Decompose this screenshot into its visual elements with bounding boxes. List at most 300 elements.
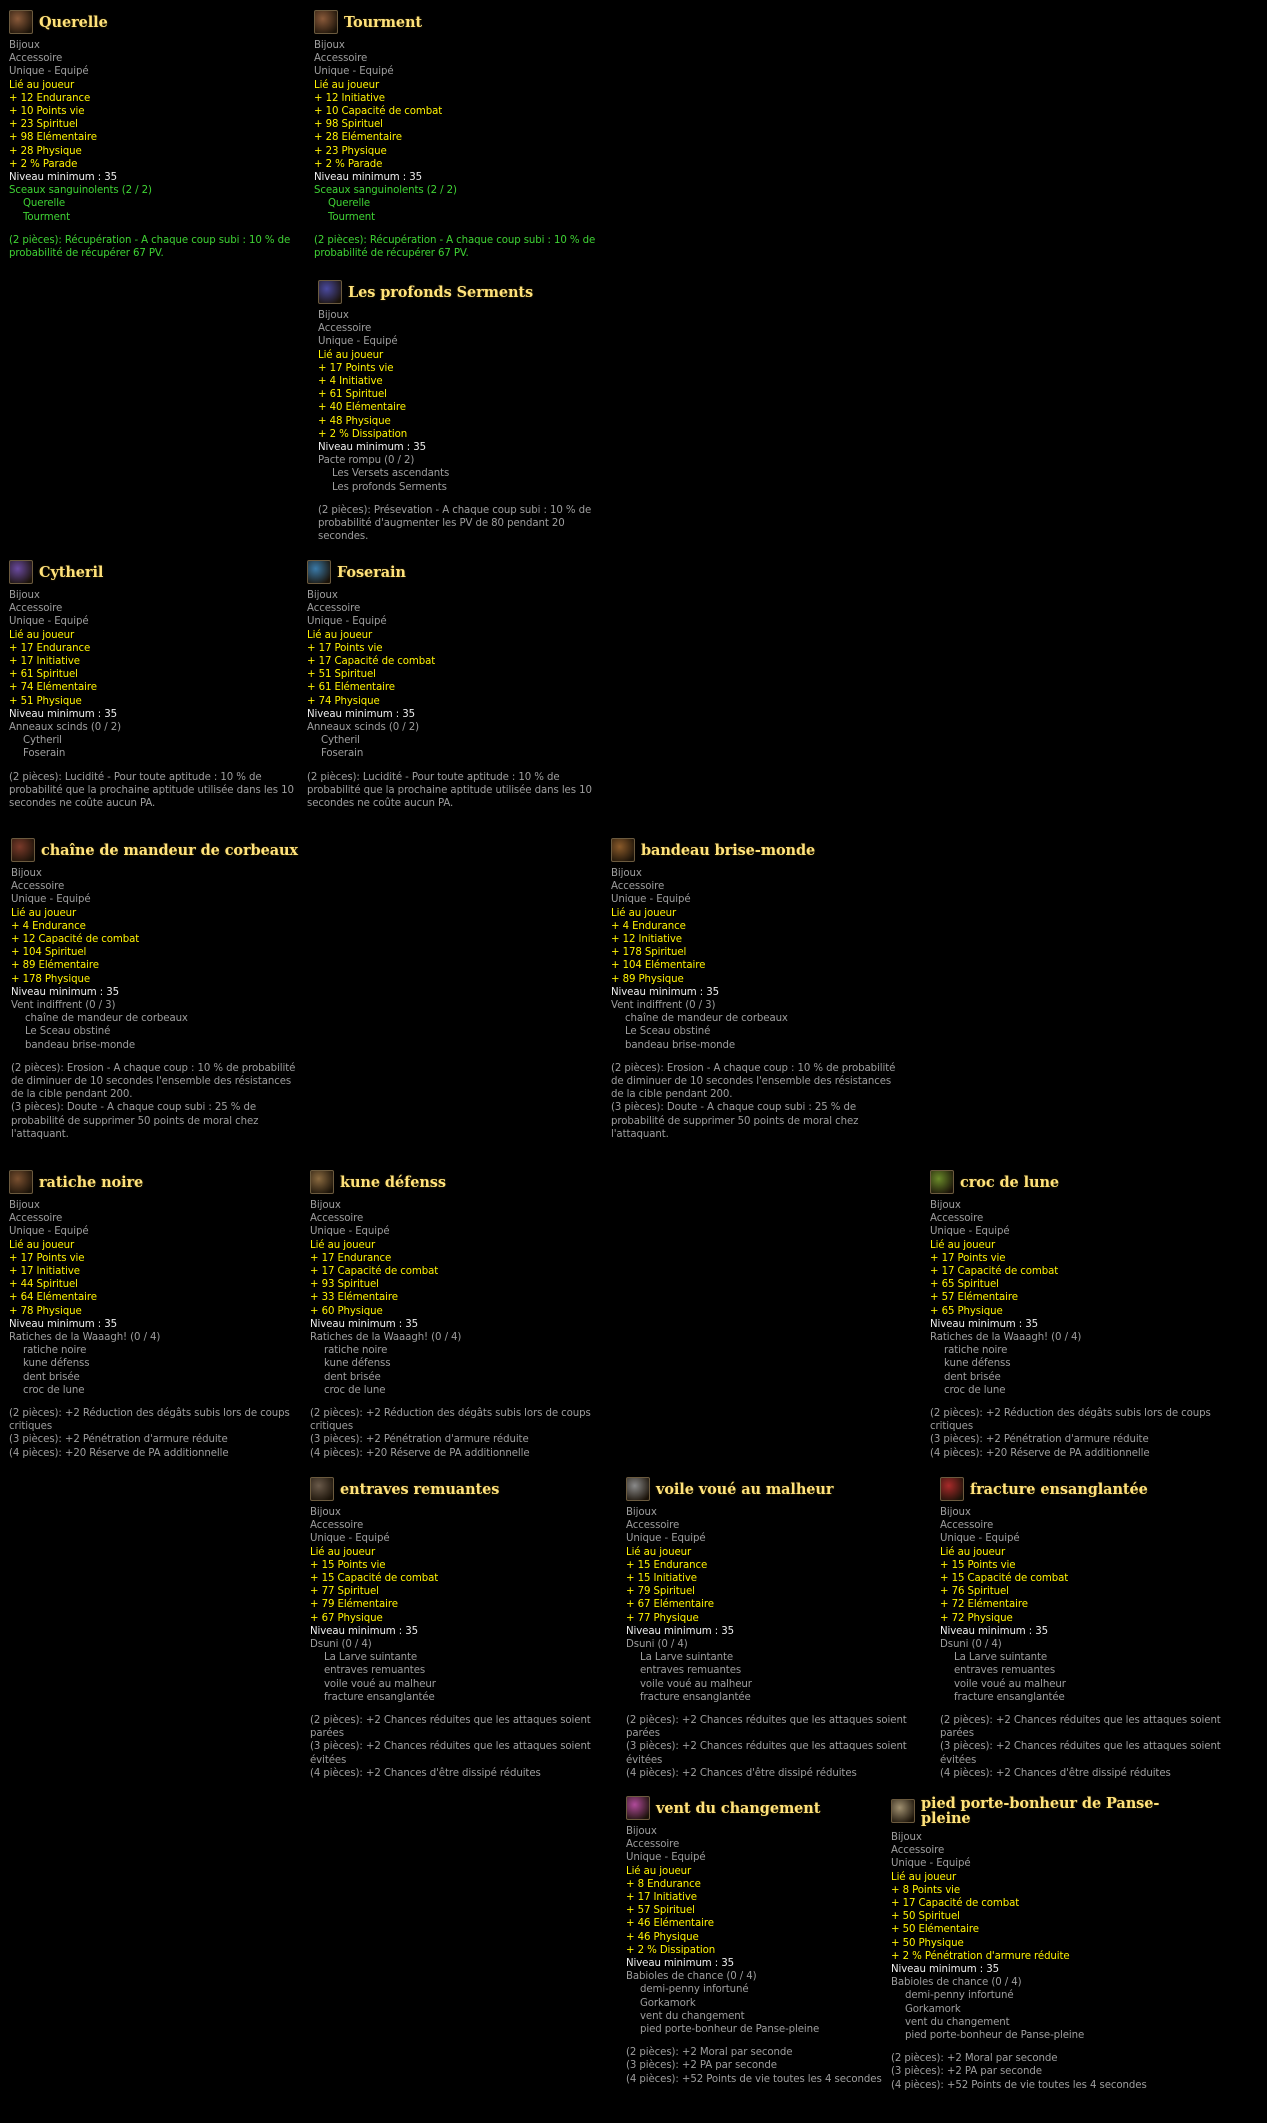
set-name: Anneaux scinds (0 / 2): [307, 722, 419, 734]
set-item: entraves remuantes: [324, 1665, 426, 1677]
item-tooltip: [11, 838, 301, 1141]
stat-line: + 12 Initiative: [611, 934, 682, 946]
item-name: Tourment: [344, 13, 422, 31]
set-name: Anneaux scinds (0 / 2): [9, 722, 121, 734]
min-level: Niveau minimum : 35: [930, 1318, 1039, 1330]
stat-line: + 17 Capacité de combat: [307, 656, 436, 668]
stat-line: + 50 Physique: [891, 1937, 964, 1949]
item-slot: Accessoire: [611, 881, 665, 893]
min-level: Niveau minimum : 35: [310, 1318, 419, 1330]
stat-line: + 74 Physique: [307, 695, 380, 707]
item-unique: Unique - Equipé: [611, 894, 691, 906]
min-level: Niveau minimum : 35: [11, 986, 120, 998]
set-name: Sceaux sanguinolents (2 / 2): [314, 185, 457, 197]
item-bind: Lié au joueur: [310, 1546, 376, 1558]
item-type: Bijoux: [310, 1200, 341, 1211]
tusk-icon[interactable]: [310, 1170, 334, 1194]
set-bonus: (3 pièces): Doute - A chaque coup subi : 25 % de probabilité de supprimer 50 points de moral chez l'attaquant.: [11, 1102, 259, 1140]
set-item: kune défenss: [23, 1358, 90, 1370]
item-bind: Lié au joueur: [626, 1865, 692, 1877]
item-unique: Unique - Equipé: [891, 1858, 971, 1870]
spacer: [9, 224, 299, 234]
stat-line: + 61 Spirituel: [318, 389, 387, 401]
set-bonus: (3 pièces): +2 PA par seconde: [891, 2066, 1042, 2078]
set-item: demi-penny infortuné: [905, 1990, 1014, 2002]
stat-line: + 4 Endurance: [11, 920, 86, 932]
item-unique: Unique - Equipé: [626, 1533, 706, 1545]
stat-line: + 72 Elémentaire: [940, 1599, 1028, 1611]
stat-line: + 77 Spirituel: [310, 1586, 379, 1598]
tooltip-header: [310, 1170, 600, 1194]
set-bonus: (4 pièces): +52 Points de vie toutes les 4 secondes: [626, 2073, 882, 2085]
set-bonus: (4 pièces): +2 Chances d'être dissipé réduites: [626, 1767, 857, 1779]
spacer: [307, 761, 597, 771]
set-item: fracture ensanglantée: [640, 1691, 751, 1703]
set-bonus: (4 pièces): +20 Réserve de PA additionnelle: [9, 1447, 229, 1459]
tooltip-header: [9, 560, 299, 584]
tooltip-header: [891, 1796, 1181, 1826]
set-item: voile voué au malheur: [640, 1678, 752, 1690]
set-item: La Larve suintante: [324, 1652, 418, 1664]
item-type: Bijoux: [9, 40, 40, 51]
spacer: [11, 1052, 301, 1062]
chain-icon[interactable]: [11, 838, 35, 862]
stat-line: + 178 Spirituel: [611, 947, 687, 959]
item-type: Bijoux: [9, 1200, 40, 1211]
stat-line: + 50 Elémentaire: [891, 1924, 979, 1936]
item-slot: Accessoire: [318, 323, 372, 335]
item-slot: Accessoire: [9, 603, 63, 615]
item-slot: Accessoire: [940, 1520, 994, 1532]
item-slot: Accessoire: [9, 1213, 63, 1225]
item-type: Bijoux: [930, 1200, 961, 1211]
set-item: vent du changement: [640, 2010, 745, 2022]
tooltip-header: [310, 1477, 600, 1501]
item-name: ratiche noire: [39, 1173, 144, 1191]
stat-line: + 15 Points vie: [310, 1559, 386, 1571]
spacer: [310, 1397, 600, 1407]
min-level: Niveau minimum : 35: [314, 172, 423, 184]
set-bonus: (2 pièces): Lucidité - Pour toute aptitude : 10 % de probabilité que la prochaine aptitude utilisée dans les 10 secondes ne coûte aucun PA.: [307, 771, 592, 810]
stat-line: + 44 Spirituel: [9, 1279, 78, 1291]
set-name: Ratiches de la Waaagh! (0 / 4): [9, 1332, 161, 1344]
min-level: Niveau minimum : 35: [626, 1958, 735, 1970]
item-unique: Unique - Equipé: [930, 1226, 1010, 1238]
talisman-icon[interactable]: [307, 560, 331, 584]
item-type: Bijoux: [626, 1826, 657, 1837]
item-tooltip: [626, 1477, 916, 1780]
stat-line: + 98 Spirituel: [314, 119, 383, 131]
item-bind: Lié au joueur: [11, 907, 77, 919]
item-slot: Accessoire: [307, 603, 361, 615]
rabbit-foot-icon[interactable]: [891, 1799, 915, 1823]
stat-line: + 77 Physique: [626, 1612, 699, 1624]
set-item: Les Versets ascendants: [332, 468, 450, 480]
item-name: Cytheril: [39, 563, 104, 581]
stat-line: + 17 Endurance: [310, 1252, 392, 1264]
stat-line: + 78 Physique: [9, 1305, 82, 1317]
item-type: Bijoux: [11, 868, 42, 879]
item-bind: Lié au joueur: [314, 79, 380, 91]
amulet-icon[interactable]: [9, 560, 33, 584]
set-item: bandeau brise-monde: [25, 1039, 136, 1051]
min-level: Niveau minimum : 35: [611, 986, 720, 998]
stat-line: + 76 Spirituel: [940, 1586, 1009, 1598]
set-item: dent brisée: [944, 1371, 1001, 1383]
set-item: Foserain: [23, 748, 66, 760]
veil-icon[interactable]: [626, 1477, 650, 1501]
item-type: Bijoux: [611, 868, 642, 879]
item-tooltip: [314, 10, 604, 260]
item-slot: Accessoire: [930, 1213, 984, 1225]
item-name: Querelle: [39, 13, 108, 31]
min-level: Niveau minimum : 35: [9, 708, 118, 720]
stat-line: + 23 Spirituel: [9, 119, 78, 131]
set-name: Vent indiffrent (0 / 3): [11, 1000, 116, 1012]
stat-line: + 17 Endurance: [9, 642, 91, 654]
stat-line: + 89 Physique: [611, 973, 684, 985]
stat-line: + 67 Physique: [310, 1612, 383, 1624]
set-name: Dsuni (0 / 4): [626, 1639, 688, 1651]
set-bonus: (2 pièces): +2 Réduction des dégâts subis lors de coups critiques: [9, 1408, 290, 1433]
set-bonus: (2 pièces): +2 Moral par seconde: [626, 2047, 793, 2059]
set-item: ratiche noire: [324, 1345, 388, 1357]
item-name: voile voué au malheur: [656, 1480, 834, 1498]
stat-line: + 2 % Dissipation: [626, 1944, 716, 1956]
item-bind: Lié au joueur: [930, 1239, 996, 1251]
set-bonus: (2 pièces): +2 Réduction des dégâts subis lors de coups critiques: [930, 1408, 1211, 1433]
set-bonus: (3 pièces): +2 Pénétration d'armure réduite: [930, 1434, 1149, 1446]
set-bonus: (3 pièces): +2 Pénétration d'armure réduite: [9, 1434, 228, 1446]
set-bonus: (2 pièces): +2 Chances réduites que les attaques soient parées: [310, 1715, 591, 1740]
stat-line: + 104 Elémentaire: [611, 960, 706, 972]
item-bind: Lié au joueur: [307, 629, 373, 641]
set-item: voile voué au malheur: [954, 1678, 1066, 1690]
stat-line: + 17 Capacité de combat: [891, 1898, 1020, 1910]
stat-line: + 17 Initiative: [626, 1892, 697, 1904]
set-bonus: (4 pièces): +20 Réserve de PA additionnelle: [930, 1447, 1150, 1459]
tooltip-header: [626, 1796, 916, 1820]
set-bonus: (2 pièces): +2 Chances réduites que les attaques soient parées: [940, 1715, 1221, 1740]
tooltip-header: [9, 1170, 299, 1194]
stat-line: + 17 Points vie: [9, 1252, 85, 1264]
item-unique: Unique - Equipé: [318, 336, 398, 348]
item-unique: Unique - Equipé: [626, 1852, 706, 1864]
set-item: Querelle: [23, 198, 66, 210]
set-name: Dsuni (0 / 4): [310, 1639, 372, 1651]
item-name: fracture ensanglantée: [970, 1480, 1148, 1498]
stat-line: + 60 Physique: [310, 1305, 383, 1317]
item-tooltip: [9, 560, 299, 810]
item-tooltip: [930, 1170, 1220, 1460]
stat-line: + 46 Physique: [626, 1931, 699, 1943]
stat-line: + 89 Elémentaire: [11, 960, 99, 972]
item-unique: Unique - Equipé: [9, 616, 89, 628]
stat-line: + 15 Initiative: [626, 1573, 697, 1585]
fist-weapon-icon[interactable]: [9, 10, 33, 34]
stat-line: + 17 Points vie: [930, 1252, 1006, 1264]
set-item: chaîne de mandeur de corbeaux: [25, 1013, 188, 1025]
fist-weapon-icon[interactable]: [314, 10, 338, 34]
item-slot: Accessoire: [626, 1520, 680, 1532]
item-type: Bijoux: [307, 590, 338, 601]
set-item: Le Sceau obstiné: [25, 1026, 111, 1038]
headband-icon[interactable]: [611, 838, 635, 862]
item-name: Foserain: [337, 563, 406, 581]
tooltip-header: [314, 10, 604, 34]
set-item: Tourment: [328, 211, 376, 223]
stat-line: + 65 Spirituel: [930, 1279, 999, 1291]
set-item: entraves remuantes: [954, 1665, 1056, 1677]
shackles-icon[interactable]: [310, 1477, 334, 1501]
item-unique: Unique - Equipé: [310, 1533, 390, 1545]
set-item: La Larve suintante: [954, 1652, 1048, 1664]
stat-line: + 15 Capacité de combat: [310, 1573, 439, 1585]
stat-line: + 17 Points vie: [318, 362, 394, 374]
stat-line: + 51 Physique: [9, 695, 82, 707]
set-item: fracture ensanglantée: [954, 1691, 1065, 1703]
tooltip-header: [9, 10, 299, 34]
wind-charm-icon[interactable]: [626, 1796, 650, 1820]
set-item: Tourment: [23, 211, 71, 223]
item-slot: Accessoire: [314, 53, 368, 65]
stat-line: + 8 Endurance: [626, 1878, 701, 1890]
tooltip-header: [318, 280, 608, 304]
set-bonus: (3 pièces): +2 Chances réduites que les attaques soient évitées: [940, 1741, 1221, 1766]
set-item: Cytheril: [23, 735, 62, 747]
stat-line: + 4 Endurance: [611, 920, 686, 932]
set-item: demi-penny infortuné: [640, 1984, 749, 1996]
set-bonus: (2 pièces): Présevation - A chaque coup subi : 10 % de probabilité d'augmenter les PV de 80 pendant 20 secondes.: [318, 504, 592, 543]
stat-line: + 61 Spirituel: [9, 669, 78, 681]
min-level: Niveau minimum : 35: [310, 1625, 419, 1637]
item-bind: Lié au joueur: [611, 907, 677, 919]
item-tooltip: [318, 280, 608, 543]
item-tooltip: [9, 1170, 299, 1460]
stat-line: + 74 Elémentaire: [9, 682, 97, 694]
item-tooltip: [891, 1796, 1181, 2092]
set-item: Les profonds Serments: [332, 481, 447, 493]
stat-line: + 93 Spirituel: [310, 1279, 379, 1291]
set-item: La Larve suintante: [640, 1652, 734, 1664]
set-bonus: (3 pièces): +2 Chances réduites que les attaques soient évitées: [626, 1741, 907, 1766]
stat-line: + 8 Points vie: [891, 1884, 961, 1896]
stat-line: + 17 Initiative: [9, 656, 80, 668]
item-name: kune défenss: [340, 1173, 446, 1191]
set-item: pied porte-bonheur de Panse-pleine: [905, 2030, 1085, 2042]
set-item: croc de lune: [324, 1384, 386, 1396]
tooltip-header: [11, 838, 301, 862]
stat-line: + 12 Initiative: [314, 92, 385, 104]
tooltip-header: [611, 838, 901, 862]
stat-line: + 57 Elémentaire: [930, 1292, 1018, 1304]
item-tooltip: [611, 838, 901, 1141]
item-bind: Lié au joueur: [310, 1239, 376, 1251]
stat-line: + 2 % Parade: [9, 158, 78, 170]
spacer: [318, 494, 608, 504]
min-level: Niveau minimum : 35: [307, 708, 416, 720]
set-bonus: (3 pièces): +2 PA par seconde: [626, 2060, 777, 2072]
item-unique: Unique - Equipé: [307, 616, 387, 628]
set-item: bandeau brise-monde: [625, 1039, 736, 1051]
stat-line: + 50 Spirituel: [891, 1911, 960, 1923]
blood-shard-icon[interactable]: [940, 1477, 964, 1501]
stat-line: + 72 Physique: [940, 1612, 1013, 1624]
item-type: Bijoux: [940, 1507, 971, 1518]
set-bonus: (2 pièces): +2 Moral par seconde: [891, 2053, 1058, 2065]
stat-line: + 33 Elémentaire: [310, 1292, 398, 1304]
stat-line: + 4 Initiative: [318, 376, 383, 388]
stat-line: + 40 Elémentaire: [318, 402, 406, 414]
stat-line: + 98 Elémentaire: [9, 132, 97, 144]
stat-line: + 17 Capacité de combat: [930, 1266, 1059, 1278]
stat-line: + 67 Elémentaire: [626, 1599, 714, 1611]
stat-line: + 79 Elémentaire: [310, 1599, 398, 1611]
item-type: Bijoux: [314, 40, 345, 51]
stat-line: + 51 Spirituel: [307, 669, 376, 681]
stat-line: + 2 % Pénétration d'armure réduite: [891, 1950, 1070, 1962]
stat-line: + 65 Physique: [930, 1305, 1003, 1317]
set-bonus: (2 pièces): Récupération - A chaque coup subi : 10 % de probabilité de récupérer 67 PV.: [9, 234, 291, 260]
min-level: Niveau minimum : 35: [626, 1625, 735, 1637]
item-slot: Accessoire: [310, 1213, 364, 1225]
item-unique: Unique - Equipé: [9, 66, 89, 78]
min-level: Niveau minimum : 35: [318, 442, 427, 454]
set-name: Dsuni (0 / 4): [940, 1639, 1002, 1651]
set-item: ratiche noire: [23, 1345, 87, 1357]
set-item: Cytheril: [321, 735, 360, 747]
item-name: croc de lune: [960, 1173, 1060, 1191]
stat-line: + 15 Endurance: [626, 1559, 708, 1571]
set-bonus: (2 pièces): Lucidité - Pour toute aptitude : 10 % de probabilité que la prochaine aptitude utilisée dans les 10 secondes ne coûte aucun PA.: [9, 771, 294, 810]
min-level: Niveau minimum : 35: [940, 1625, 1049, 1637]
set-bonus: (2 pièces): +2 Réduction des dégâts subis lors de coups critiques: [310, 1408, 591, 1433]
set-item: fracture ensanglantée: [324, 1691, 435, 1703]
stat-line: + 28 Elémentaire: [314, 132, 402, 144]
item-bind: Lié au joueur: [318, 349, 384, 361]
set-item: Querelle: [328, 198, 371, 210]
item-name: bandeau brise-monde: [641, 841, 816, 859]
item-bind: Lié au joueur: [626, 1546, 692, 1558]
set-name: Pacte rompu (0 / 2): [318, 455, 415, 467]
set-name: Babioles de chance (0 / 4): [891, 1977, 1022, 1989]
spacer: [891, 2042, 1181, 2052]
spacer: [9, 1397, 299, 1407]
set-bonus: (3 pièces): +2 Chances réduites que les attaques soient évitées: [310, 1741, 591, 1766]
set-bonus: (2 pièces): Erosion - A chaque coup : 10 % de probabilité de diminuer de 10 secondes l'ensemble des résistances de la cible pendant 200.: [11, 1062, 296, 1101]
item-bind: Lié au joueur: [9, 1239, 75, 1251]
item-type: Bijoux: [318, 310, 349, 321]
spacer: [940, 1704, 1230, 1714]
stat-line: + 17 Points vie: [307, 642, 383, 654]
set-item: ratiche noire: [944, 1345, 1008, 1357]
item-tooltip: [940, 1477, 1230, 1780]
stat-line: + 10 Capacité de combat: [314, 106, 443, 118]
tooltip-header: [940, 1477, 1230, 1501]
set-bonus: (2 pièces): Récupération - A chaque coup subi : 10 % de probabilité de récupérer 67 PV.: [314, 234, 596, 260]
spacer: [611, 1052, 901, 1062]
item-unique: Unique - Equipé: [314, 66, 394, 78]
item-type: Bijoux: [891, 1832, 922, 1843]
item-type: Bijoux: [626, 1507, 657, 1518]
stat-line: + 61 Elémentaire: [307, 682, 395, 694]
min-level: Niveau minimum : 35: [891, 1964, 1000, 1976]
set-item: croc de lune: [944, 1384, 1006, 1396]
item-tooltip: [310, 1477, 600, 1780]
set-name: Ratiches de la Waaagh! (0 / 4): [930, 1332, 1082, 1344]
stat-line: + 2 % Parade: [314, 158, 383, 170]
set-bonus: (3 pièces): +2 Pénétration d'armure réduite: [310, 1434, 529, 1446]
stat-line: + 23 Physique: [314, 145, 387, 157]
fang-icon[interactable]: [930, 1170, 954, 1194]
item-unique: Unique - Equipé: [310, 1226, 390, 1238]
stat-line: + 17 Capacité de combat: [310, 1266, 439, 1278]
set-item: chaîne de mandeur de corbeaux: [625, 1013, 788, 1025]
item-name: entraves remuantes: [340, 1480, 500, 1498]
set-item: kune défenss: [944, 1358, 1011, 1370]
set-item: Gorkamork: [640, 1997, 696, 2009]
set-item: Le Sceau obstiné: [625, 1026, 711, 1038]
set-name: Babioles de chance (0 / 4): [626, 1971, 757, 1983]
item-name: chaîne de mandeur de corbeaux: [41, 841, 298, 859]
set-bonus: (4 pièces): +20 Réserve de PA additionnelle: [310, 1447, 530, 1459]
item-type: Bijoux: [9, 590, 40, 601]
spacer: [930, 1397, 1220, 1407]
set-item: croc de lune: [23, 1384, 85, 1396]
stat-line: + 10 Points vie: [9, 106, 85, 118]
min-level: Niveau minimum : 35: [9, 172, 118, 184]
stat-line: + 64 Elémentaire: [9, 1292, 97, 1304]
set-item: voile voué au malheur: [324, 1678, 436, 1690]
set-item: pied porte-bonheur de Panse-pleine: [640, 2024, 820, 2036]
item-tooltip: [9, 10, 299, 260]
tome-icon[interactable]: [318, 280, 342, 304]
item-slot: Accessoire: [9, 53, 63, 65]
set-name: Sceaux sanguinolents (2 / 2): [9, 185, 152, 197]
set-bonus: (4 pièces): +52 Points de vie toutes les 4 secondes: [891, 2079, 1147, 2091]
item-tooltip: [307, 560, 597, 810]
set-item: entraves remuantes: [640, 1665, 742, 1677]
item-name: Les profonds Serments: [348, 283, 534, 301]
stat-line: + 15 Points vie: [940, 1559, 1016, 1571]
spacer: [626, 2036, 916, 2046]
stat-line: + 17 Initiative: [9, 1266, 80, 1278]
item-tooltip: [310, 1170, 600, 1460]
stat-line: + 48 Physique: [318, 415, 391, 427]
item-unique: Unique - Equipé: [940, 1533, 1020, 1545]
item-bind: Lié au joueur: [891, 1871, 957, 1883]
stat-line: + 46 Elémentaire: [626, 1918, 714, 1930]
min-level: Niveau minimum : 35: [9, 1318, 118, 1330]
item-unique: Unique - Equipé: [11, 894, 91, 906]
set-bonus: (4 pièces): +2 Chances d'être dissipé réduites: [940, 1767, 1171, 1779]
tooltip-header: [930, 1170, 1220, 1194]
item-slot: Accessoire: [11, 881, 65, 893]
set-item: vent du changement: [905, 2016, 1010, 2028]
stat-line: + 104 Spirituel: [11, 947, 87, 959]
stat-line: + 57 Spirituel: [626, 1905, 695, 1917]
item-slot: Accessoire: [626, 1839, 680, 1851]
spacer: [626, 1704, 916, 1714]
stat-line: + 15 Capacité de combat: [940, 1573, 1069, 1585]
tooth-icon[interactable]: [9, 1170, 33, 1194]
spacer: [314, 224, 604, 234]
stat-line: + 178 Physique: [11, 973, 91, 985]
item-tooltip: [626, 1796, 916, 2086]
set-bonus: (4 pièces): +2 Chances d'être dissipé réduites: [310, 1767, 541, 1779]
set-item: dent brisée: [23, 1371, 80, 1383]
tooltip-header: [307, 560, 597, 584]
